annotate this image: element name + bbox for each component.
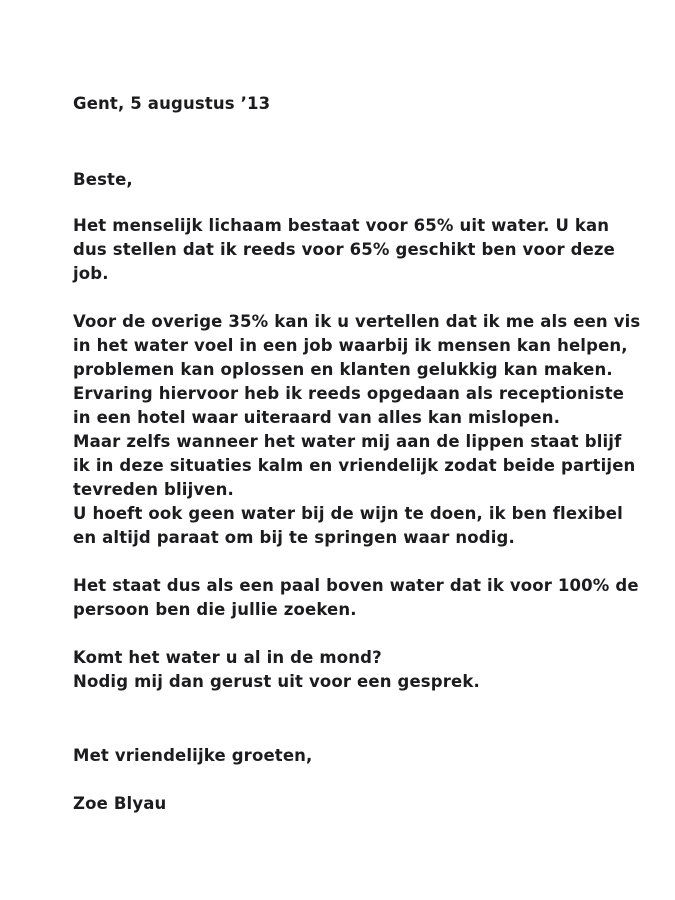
text-line: Maar zelfs wanneer het water mij aan de lippen staat blijf — [73, 432, 622, 451]
text-line: dus stellen dat ik reeds voor 65% geschikt ben voor deze — [73, 240, 616, 259]
text-line: Het menselijk lichaam bestaat voor 65% uit water. U kan — [73, 216, 610, 235]
text-line: Het staat dus als een paal boven water dat ik voor 100% de — [73, 576, 639, 595]
text-line: ik in deze situaties kalm en vriendelijk zodat beide partijen — [73, 456, 636, 475]
place-date: Gent, 5 augustus ’13 — [73, 94, 271, 113]
text-line: persoon ben die jullie zoeken. — [73, 600, 357, 619]
text-line: Voor de overige 35% kan ik u vertellen dat ik me als een vis — [73, 312, 641, 331]
text-line: en altijd paraat om bij te springen waar nodig. — [73, 528, 515, 547]
closing: Met vriendelijke groeten, — [73, 746, 313, 765]
text-line: tevreden blijven. — [73, 480, 234, 499]
text-line: in een hotel waar uiteraard van alles kan mislopen. — [73, 408, 561, 427]
text-line: Komt het water u al in de mond? — [73, 648, 382, 667]
text-line: job. — [73, 264, 109, 283]
text-line: Ervaring hiervoor heb ik reeds opgedaan als receptioniste — [73, 384, 625, 403]
salutation: Beste, — [73, 170, 133, 189]
text-line: Nodig mij dan gerust uit voor een gesprek. — [73, 672, 480, 691]
text-line: in het water voel in een job waarbij ik mensen kan helpen, — [73, 336, 628, 355]
text-line: problemen kan oplossen en klanten gelukkig kan maken. — [73, 360, 613, 379]
signature: Zoe Blyau — [73, 794, 167, 813]
text-line: U hoeft ook geen water bij de wijn te doen, ik ben flexibel — [73, 504, 623, 523]
